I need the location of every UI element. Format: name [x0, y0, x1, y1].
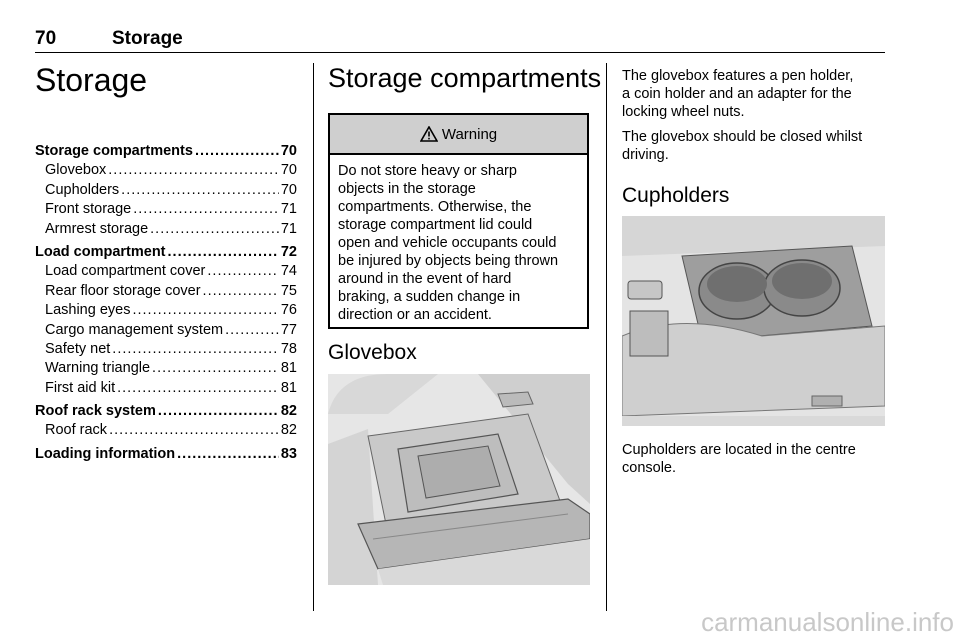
glovebox-drawing — [328, 374, 590, 585]
glovebox-description — [622, 67, 890, 121]
chapter-title: Storage — [35, 62, 148, 98]
text-line: compartments. Otherwise, the — [338, 199, 532, 215]
toc-entry-label: Roof rack — [45, 422, 108, 439]
header-rule — [35, 52, 885, 53]
text-line: a coin holder and an adapter for the — [622, 86, 852, 102]
toc-entry-page: 82 — [280, 403, 297, 420]
warning-header — [330, 115, 587, 155]
toc-leader-dots — [112, 341, 279, 357]
toc-entry — [35, 162, 297, 181]
warning-text — [330, 155, 587, 331]
toc-leader-dots — [109, 422, 279, 438]
toc-entry-page: 77 — [280, 321, 297, 338]
page-number: 70 — [35, 28, 57, 49]
toc-entry-label: Roof rack system — [35, 403, 156, 420]
warning-triangle-icon — [420, 126, 438, 142]
table-of-contents — [35, 143, 297, 465]
text-line: driving. — [622, 147, 669, 163]
glovebox-title: Glovebox — [328, 341, 417, 364]
toc-entry-page: 74 — [280, 263, 297, 280]
header — [35, 28, 885, 50]
toc-entry — [35, 143, 297, 162]
text-line: direction or an accident. — [338, 307, 492, 323]
toc-entry — [35, 422, 297, 441]
toc-entry-label: Lashing eyes — [45, 302, 131, 319]
toc-entry-label: Armrest storage — [45, 220, 149, 237]
toc-entry — [35, 221, 297, 240]
toc-entry — [35, 322, 297, 341]
toc-entry-label: Front storage — [45, 201, 132, 218]
toc-entry-page: 70 — [280, 181, 297, 198]
toc-entry-page: 78 — [280, 340, 297, 357]
warning-label: Warning — [441, 125, 498, 143]
cupholders-drawing — [622, 216, 885, 426]
toc-entry-page: 72 — [280, 243, 297, 260]
toc-entry-page: 83 — [280, 445, 297, 462]
toc-leader-dots — [177, 446, 279, 462]
text-line: Cupholders are located in the centre — [622, 442, 856, 458]
text-line: locking wheel nuts. — [622, 104, 745, 120]
toc-entry-label: Warning triangle — [45, 360, 151, 377]
toc-entry-label: Rear floor storage cover — [45, 282, 201, 299]
toc-leader-dots — [121, 182, 279, 198]
toc-entry — [35, 360, 297, 379]
toc-entry-label: Safety net — [45, 340, 111, 357]
toc-entry — [35, 380, 297, 399]
column-divider-2 — [606, 63, 607, 611]
column-divider-1 — [313, 63, 314, 611]
toc-entry-page: 82 — [280, 422, 297, 439]
toc-entry-page: 75 — [280, 282, 297, 299]
glovebox-closed-note — [622, 128, 890, 164]
toc-entry-page: 81 — [280, 360, 297, 377]
text-line: The glovebox should be closed whilst — [622, 129, 863, 145]
toc-entry-page: 70 — [280, 162, 297, 179]
toc-leader-dots — [225, 322, 279, 338]
text-line: The glovebox features a pen holder, — [622, 68, 854, 84]
toc-entry — [35, 182, 297, 201]
toc-leader-dots — [207, 263, 278, 279]
toc-entry — [35, 403, 297, 422]
cupholders-illustration — [622, 216, 885, 426]
text-line: open and vehicle occupants could — [338, 235, 557, 251]
text-line: storage compartment lid could — [338, 217, 533, 233]
watermark: carmanualsonline.info — [701, 607, 954, 637]
toc-entry — [35, 263, 297, 282]
text-line: console. — [622, 460, 677, 476]
toc-entry-page: 71 — [280, 220, 297, 237]
toc-entry-label: Storage compartments — [35, 143, 193, 159]
toc-leader-dots — [132, 302, 278, 318]
toc-leader-dots — [108, 162, 279, 178]
text-line: objects in the storage — [338, 181, 476, 197]
toc-entry-label: Glovebox — [45, 162, 107, 179]
toc-entry-label: Cupholders — [45, 181, 120, 198]
toc-entry-page: 71 — [280, 201, 297, 218]
toc-leader-dots — [203, 283, 279, 299]
toc-entry-page: 81 — [280, 379, 297, 396]
toc-entry-page: 70 — [280, 143, 297, 159]
toc-entry — [35, 446, 297, 465]
toc-leader-dots — [152, 360, 279, 376]
toc-leader-dots — [158, 403, 279, 419]
toc-entry-label: Cargo management system — [45, 321, 224, 338]
toc-entry — [35, 244, 297, 263]
toc-leader-dots — [195, 143, 279, 159]
toc-entry-label: Load compartment — [35, 243, 166, 260]
toc-leader-dots — [117, 380, 279, 396]
toc-entry-label: Load compartment cover — [45, 263, 206, 280]
toc-leader-dots — [168, 244, 279, 260]
warning-box — [328, 113, 589, 329]
toc-leader-dots — [150, 221, 279, 237]
toc-entry — [35, 283, 297, 302]
cupholders-description — [622, 441, 890, 477]
text-line: Do not store heavy or sharp — [338, 163, 517, 179]
text-line: around in the event of hard — [338, 271, 512, 287]
toc-entry — [35, 201, 297, 220]
text-line: be injured by objects being thrown — [338, 253, 559, 269]
toc-entry-label: First aid kit — [45, 379, 116, 396]
section-title: Storage compartments — [328, 63, 602, 93]
cupholders-title: Cupholders — [622, 184, 730, 207]
toc-entry-label: Loading information — [35, 445, 176, 462]
glovebox-illustration — [328, 374, 590, 585]
running-title: Storage — [112, 28, 183, 49]
toc-entry-page: 76 — [280, 302, 297, 319]
toc-leader-dots — [133, 201, 279, 217]
toc-entry — [35, 341, 297, 360]
toc-entry — [35, 302, 297, 321]
text-line: braking, a sudden change in — [338, 289, 521, 305]
